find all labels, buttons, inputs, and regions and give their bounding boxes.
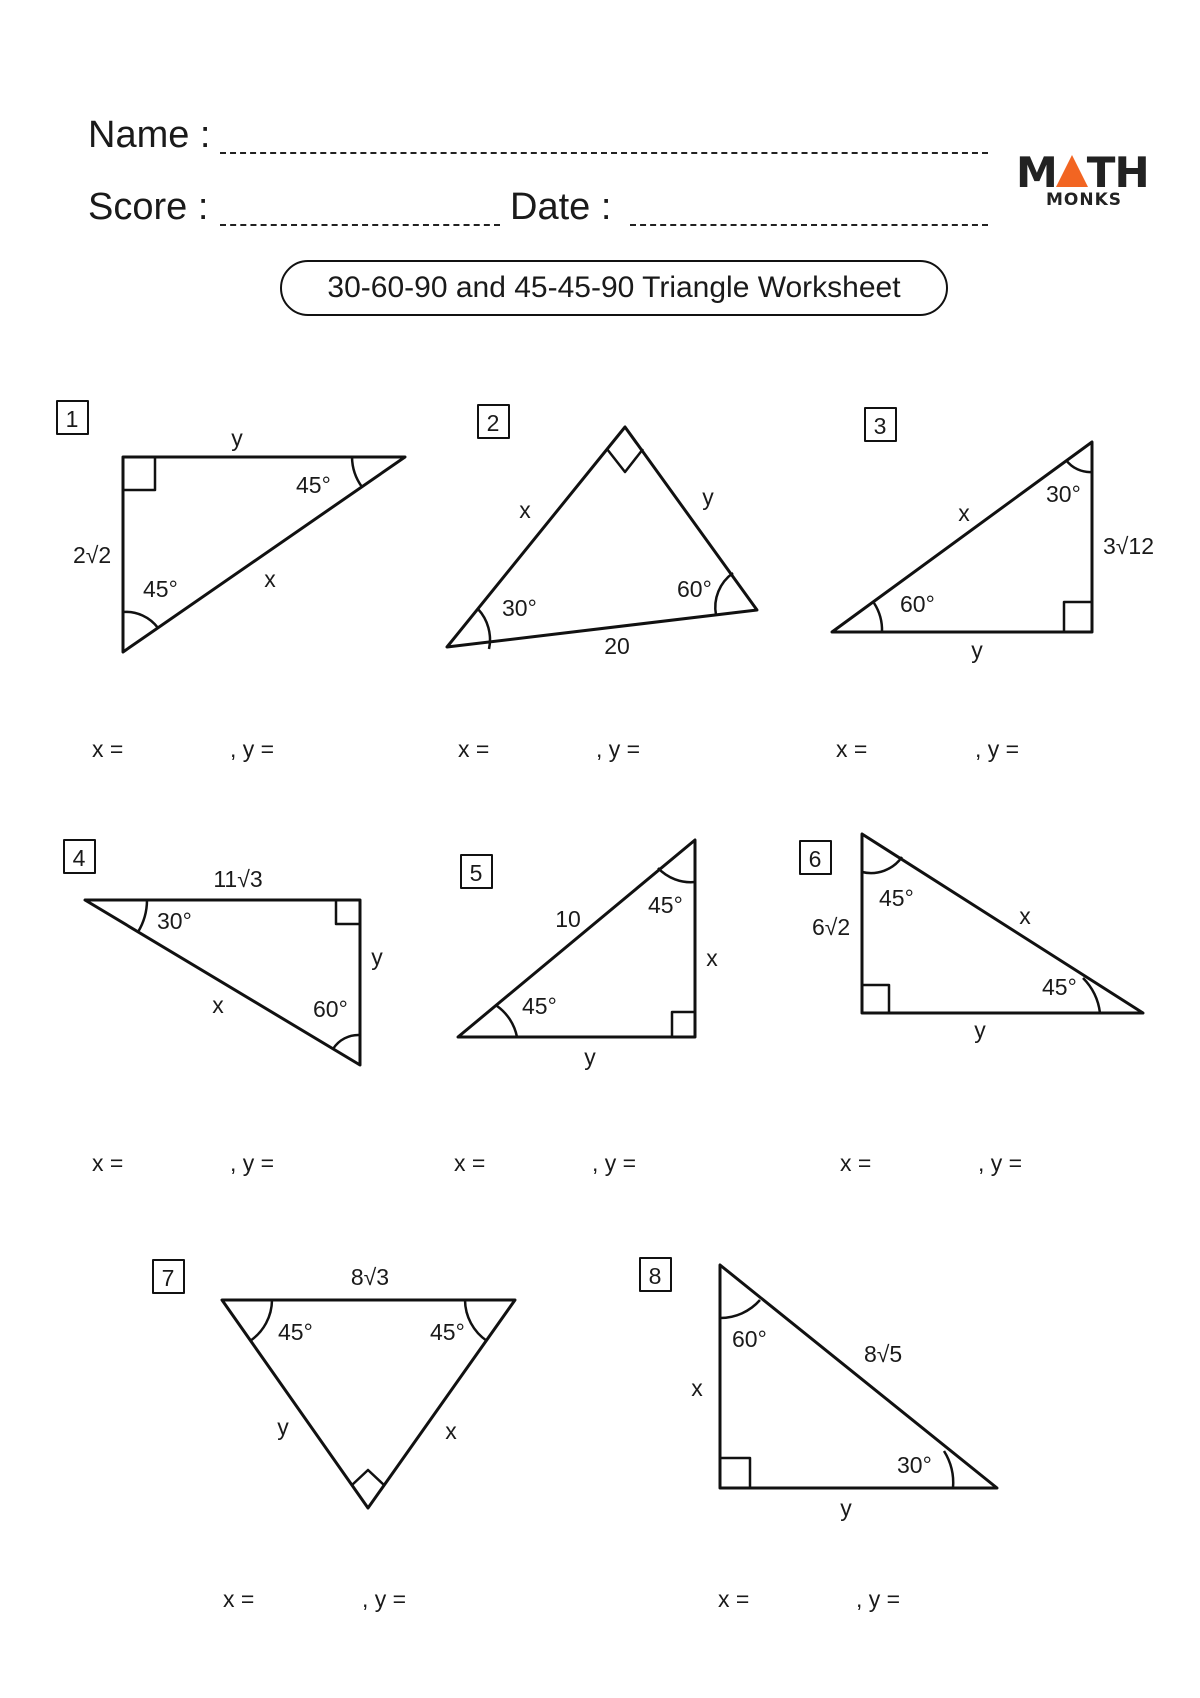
problem-8-answer-y[interactable]: , y =	[856, 1586, 901, 1612]
worksheet-title: 30-60-90 and 45-45-90 Triangle Worksheet	[280, 260, 948, 316]
problem-1-angle: 45°	[143, 576, 178, 602]
problem-8-triangle	[720, 1265, 997, 1488]
problem-5-label: 10	[555, 906, 581, 932]
problem-7-label: y	[277, 1414, 289, 1440]
problem-6-angle: 45°	[1042, 974, 1077, 1000]
problem-2-angle: 30°	[502, 595, 537, 621]
problem-3-number: 3	[873, 413, 887, 439]
problem-4-label: 11√3	[213, 866, 263, 892]
problem-7-angle: 45°	[278, 1319, 313, 1345]
problem-2-label: y	[702, 484, 714, 510]
problem-4-answer-x[interactable]: x =	[92, 1150, 124, 1176]
name-label: Name :	[88, 114, 211, 156]
problem-3-triangle	[832, 442, 1092, 632]
problem-4-angle: 30°	[157, 908, 192, 934]
problem-3-label: x	[958, 500, 970, 526]
problem-7-answer-y[interactable]: , y =	[362, 1586, 407, 1612]
problem-2-angle: 60°	[677, 576, 712, 602]
problem-3-angle: 60°	[900, 591, 935, 617]
problem-6-answer-y[interactable]: , y =	[978, 1150, 1023, 1176]
date-label: Date :	[510, 186, 612, 228]
problem-7-answer-x[interactable]: x =	[223, 1586, 255, 1612]
logo-letters-th: TH	[1086, 148, 1149, 197]
problem-7-triangle	[222, 1300, 515, 1508]
problem-6-triangle	[862, 834, 1143, 1013]
problem-1-answer-y[interactable]: , y =	[230, 736, 275, 762]
score-label: Score :	[88, 186, 209, 228]
problem-4-triangle	[85, 900, 360, 1065]
problem-1-triangle	[123, 457, 405, 652]
problem-4-angle: 60°	[313, 996, 348, 1022]
problem-4-number: 4	[72, 845, 86, 871]
problem-1-angle: 45°	[296, 472, 331, 498]
problem-1-label: 2√2	[73, 542, 112, 568]
problem-2-answer-x[interactable]: x =	[458, 736, 490, 762]
problem-2-answer-y[interactable]: , y =	[596, 736, 641, 762]
problem-8-label: 8√5	[864, 1341, 903, 1367]
problem-7-angle: 45°	[430, 1319, 465, 1345]
problem-5-answer-x[interactable]: x =	[454, 1150, 486, 1176]
problem-5-number: 5	[469, 860, 483, 886]
problem-5-triangle	[458, 840, 695, 1037]
problem-8-label: x	[691, 1375, 703, 1401]
problem-2-label: 20	[604, 633, 630, 659]
problem-1-label: y	[231, 425, 243, 451]
problem-6-label: 6√2	[812, 914, 851, 940]
problem-4-label: x	[212, 992, 224, 1018]
problem-1-label: x	[264, 566, 276, 592]
problem-2-number: 2	[486, 410, 500, 436]
problem-3-angle: 30°	[1046, 481, 1081, 507]
problem-7-number: 7	[161, 1265, 175, 1291]
problem-5-label: x	[706, 945, 718, 971]
problem-1-number: 1	[65, 406, 79, 432]
problem-6-number: 6	[808, 846, 822, 872]
problem-8-answer-x[interactable]: x =	[718, 1586, 750, 1612]
problem-6-label: x	[1019, 903, 1031, 929]
problem-5-answer-y[interactable]: , y =	[592, 1150, 637, 1176]
problem-6-answer-x[interactable]: x =	[840, 1150, 872, 1176]
problem-2-label: x	[519, 497, 531, 523]
logo-subtitle: MONKS	[1046, 190, 1123, 210]
problem-3-answer-y[interactable]: , y =	[975, 736, 1020, 762]
problem-5-angle: 45°	[648, 892, 683, 918]
problem-8-angle: 60°	[732, 1326, 767, 1352]
problem-4-answer-y[interactable]: , y =	[230, 1150, 275, 1176]
problem-8-label: y	[840, 1495, 852, 1521]
problem-5-label: y	[584, 1044, 596, 1070]
problem-5-angle: 45°	[522, 993, 557, 1019]
logo-letter-m: M	[1016, 148, 1057, 197]
problem-3-label: y	[971, 637, 983, 663]
problem-6-label: y	[974, 1017, 986, 1043]
problem-8-angle: 30°	[897, 1452, 932, 1478]
problem-4-label: y	[371, 944, 383, 970]
problem-1-answer-x[interactable]: x =	[92, 736, 124, 762]
problem-7-label: x	[445, 1418, 457, 1444]
problem-2-triangle	[447, 427, 757, 649]
problem-8-number: 8	[648, 1263, 662, 1289]
problem-3-answer-x[interactable]: x =	[836, 736, 868, 762]
problem-3-label: 3√12	[1103, 533, 1154, 559]
problem-7-label: 8√3	[350, 1264, 390, 1290]
problem-6-angle: 45°	[879, 885, 914, 911]
